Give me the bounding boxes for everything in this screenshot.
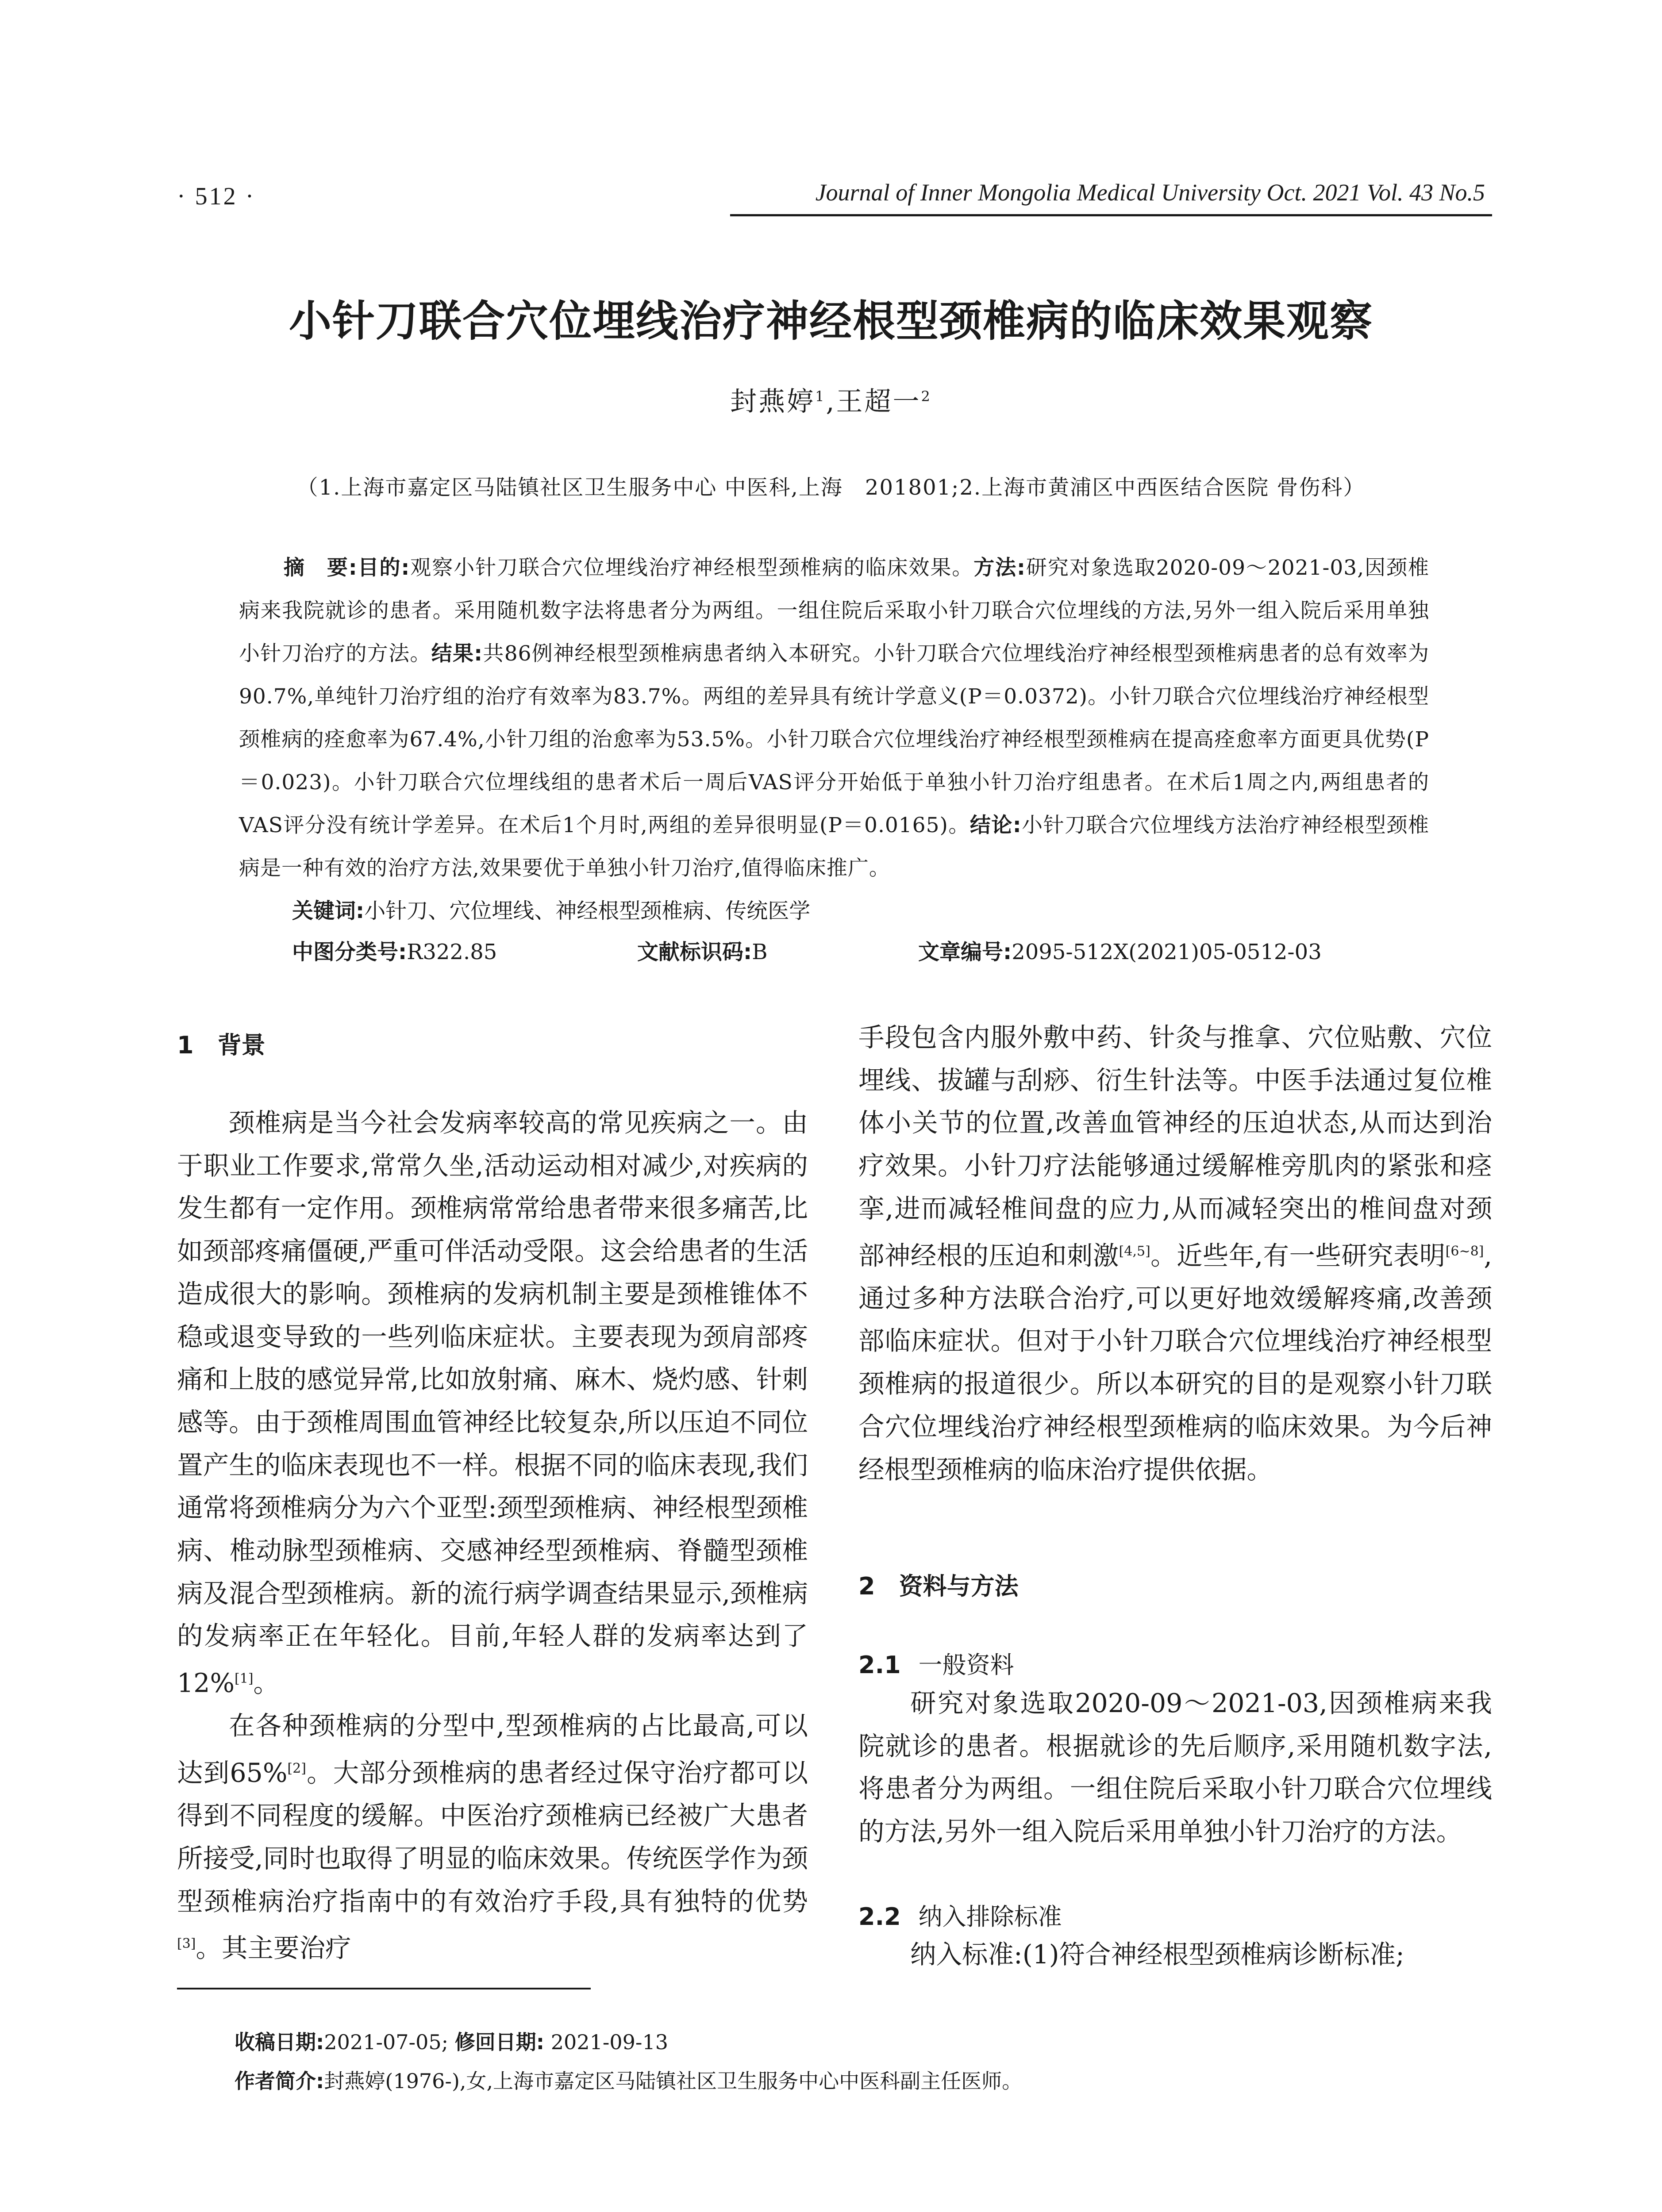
author-name: 王超一 — [836, 386, 921, 417]
document-code — [637, 935, 767, 965]
right-column-continuation — [858, 1016, 1492, 1491]
result-label: 结果: — [431, 641, 483, 666]
citation: [3] — [177, 1936, 196, 1952]
paragraph-text: 。其主要治疗 — [196, 1933, 351, 1963]
author-line — [133, 380, 1529, 419]
paragraph — [177, 1705, 808, 1970]
doc-code-label: 文献标识码: — [637, 940, 752, 964]
bio-label: 作者简介: — [235, 2069, 324, 2093]
keywords — [292, 894, 810, 924]
section-heading-background: 1 背景 — [177, 1031, 265, 1059]
received-label: 收稿日期: — [235, 2030, 324, 2054]
page-number: · 512 · — [177, 183, 256, 210]
journal-running-header: Journal of Inner Mongolia Medical University Oct. 2021 Vol. 43 No.5 — [815, 179, 1485, 206]
paragraph: 研究对象选取2020-09～2021-03,因颈椎病来我院就诊的患者。根据就诊的先后顺序,采用随机数字法,将患者分为两组。一组住院后采取小针刀联合穴位埋线的方法,另外一组入院后采用单独小针刀治疗的方法。 — [858, 1688, 1492, 1847]
left-column — [177, 1102, 808, 1970]
citation: [2] — [287, 1761, 306, 1777]
article-title: 小针刀联合穴位埋线治疗神经根型颈椎病的临床效果观察 — [289, 296, 1373, 346]
author-name: 封燕婷 — [730, 386, 816, 417]
bio-value: 封燕婷(1976-),女,上海市嘉定区马陆镇社区卫生服务中心中医科副主任医师。 — [324, 2069, 1023, 2093]
article-number-label: 文章编号: — [918, 940, 1012, 964]
citation: [4,5] — [1119, 1243, 1150, 1259]
abstract — [239, 546, 1429, 890]
affiliation: （1.上海市嘉定区马陆镇社区卫生服务中心 中医科,上海 201801;2.上海市黄浦区中西医结合医院 骨伤科） — [296, 475, 1366, 500]
paragraph-text: 颈椎病是当今社会发病率较高的常见疾病之一。由于职业工作要求,常常久坐,活动运动相对减少,对疾病的发生都有一定作用。颈椎病常常给患者带来很多痛苦,比如颈部疼痛僵硬,严重可伴活动受限。这会给患者的生活造成很大的影响。颈椎病的发病机制主要是颈椎锥体不稳或退变导致的一些列临床症状。主要表现为颈肩部疼痛和上肢的感觉异常,比如放射痛、麻木、烧灼感、针刺感等。由于颈椎周围血管神经比较复杂,所以压迫不同位置产生的临床表现也不一样。根据不同的临床表现,我们通常将颈椎病分为六个亚型:颈型颈椎病、神经根型颈椎病、椎动脉型颈椎病、交感神经型颈椎病、脊髓型颈椎病及混合型颈椎病。新的流行病学调查结果显示,颈椎病的发病率正在年轻化。目前,年轻人群的发病率达到了12% — [177, 1108, 808, 1698]
affiliation-mark: 2 — [921, 388, 932, 405]
subsection-heading-criteria — [858, 1898, 1062, 1932]
paragraph-text: 手段包含内服外敷中药、针灸与推拿、穴位贴敷、穴位埋线、拔罐与刮痧、衍生针法等。中医手法通过复位椎体小关节的位置,改善血管神经的压迫状态,从而达到治疗效果。小针刀疗法能够通过缓解椎旁肌肉的紧张和痉挛,进而减轻椎间盘的应力,从而减轻突出的椎间盘对颈部神经根的压迫和刺激 — [858, 1022, 1492, 1271]
subsection-number: 2.1 — [858, 1651, 901, 1679]
conclusion-text: 小针刀联合穴位埋线方法治疗神经根型颈椎病是一种有效的治疗方法,效果要优于单独小针刀治疗,值得临床推广。 — [239, 813, 1430, 880]
received-dates — [235, 2026, 668, 2055]
keywords-value: 小针刀、穴位埋线、神经根型颈椎病、传统医学 — [364, 899, 811, 923]
header-rule — [730, 214, 1492, 216]
subsection-title: 一般资料 — [918, 1651, 1014, 1679]
abstract-label: 摘 要: — [283, 556, 358, 580]
footnote-rule — [177, 1988, 591, 1989]
general-data-paragraph — [858, 1682, 1492, 1853]
objective-label: 目的: — [357, 556, 410, 580]
clc-value: R322.85 — [407, 940, 497, 964]
subsection-number: 2.2 — [858, 1903, 901, 1931]
paragraph: 纳入标准:(1)符合神经根型颈椎病诊断标准; — [910, 1939, 1404, 1970]
paragraph — [177, 1102, 808, 1705]
paragraph-text: 。大部分颈椎病的患者经过保守治疗都可以得到不同程度的缓解。中医治疗颈椎病已经被广大患者所接受,同时也取得了明显的临床效果。传统医学作为颈型颈椎病治疗指南中的有效治疗手段,具有独特的优势 — [177, 1758, 808, 1916]
subsection-heading-general — [858, 1646, 1014, 1680]
affiliation-mark: 1 — [815, 388, 826, 405]
section-heading-methods: 2 资料与方法 — [858, 1572, 1019, 1600]
result-text: 共86例神经根型颈椎病患者纳入本研究。小针刀联合穴位埋线治疗神经根型颈椎病患者的总有效率为90.7%,单纯针刀治疗组的治疗有效率为83.7%。两组的差异具有统计学意义(P＝0.0372)。小针刀联合穴位埋线治疗神经根型颈椎病的痊愈率为67.4%,小针刀组的治愈率为53.5%。小针刀联合穴位埋线治疗神经根型颈椎病在提高痊愈率方面更具优势(P＝0.023)。小针刀联合穴位埋线组的患者术后一周后VAS评分开始低于单独小针刀治疗组患者。在术后1周之内,两组患者的VAS评分没有统计学差异。在术后1个月时,两组的差异很明显(P＝0.0165)。 — [239, 641, 1430, 837]
clc-label: 中图分类号: — [292, 940, 407, 964]
article-number — [918, 935, 1322, 965]
method-label: 方法: — [973, 556, 1026, 580]
doc-code-value: B — [752, 940, 768, 964]
keywords-label: 关键词: — [292, 899, 365, 923]
conclusion-label: 结论: — [970, 813, 1022, 837]
subsection-title: 纳入排除标准 — [918, 1903, 1062, 1931]
method-text: 研究对象选取2020-09～2021-03,因颈椎病来我院就诊的患者。采用随机数字法将患者分为两组。一组住院后采取小针刀联合穴位埋线的方法,另外一组入院后采用单独小针刀治疗的方法。 — [239, 556, 1430, 666]
citation: [1] — [235, 1671, 254, 1687]
paragraph-text: 在各种颈椎病的分型中,型颈椎病的占比最高,可以达到65% — [177, 1711, 808, 1788]
inclusion-paragraph — [858, 1933, 1492, 1976]
author-separator: , — [826, 386, 836, 417]
paragraph-text: ,通过多种方法联合治疗,可以更好地效缓解疼痛,改善颈部临床症状。但对于小针刀联合穴位埋线治疗神经根型颈椎病的报道很少。所以本研究的目的是观察小针刀联合穴位埋线治疗神经根型颈椎病的临床效果。为今后神经根型颈椎病的临床治疗提供依据。 — [858, 1240, 1492, 1485]
paragraph-text: 。 — [253, 1668, 280, 1698]
paragraph-text: 。近些年,有一些研究表明 — [1150, 1240, 1446, 1271]
objective-text: 观察小针刀联合穴位埋线治疗神经根型颈椎病的临床效果。 — [410, 556, 974, 580]
revised-value: 2021-09-13 — [550, 2030, 668, 2054]
author-bio — [235, 2065, 1022, 2094]
article-number-value: 2095-512X(2021)05-0512-03 — [1012, 940, 1322, 964]
revised-label: 修回日期: — [454, 2030, 545, 2054]
clc-number — [292, 935, 497, 965]
received-value: 2021-07-05; — [324, 2030, 449, 2054]
citation: [6~8] — [1445, 1243, 1484, 1259]
paragraph — [858, 1016, 1492, 1491]
